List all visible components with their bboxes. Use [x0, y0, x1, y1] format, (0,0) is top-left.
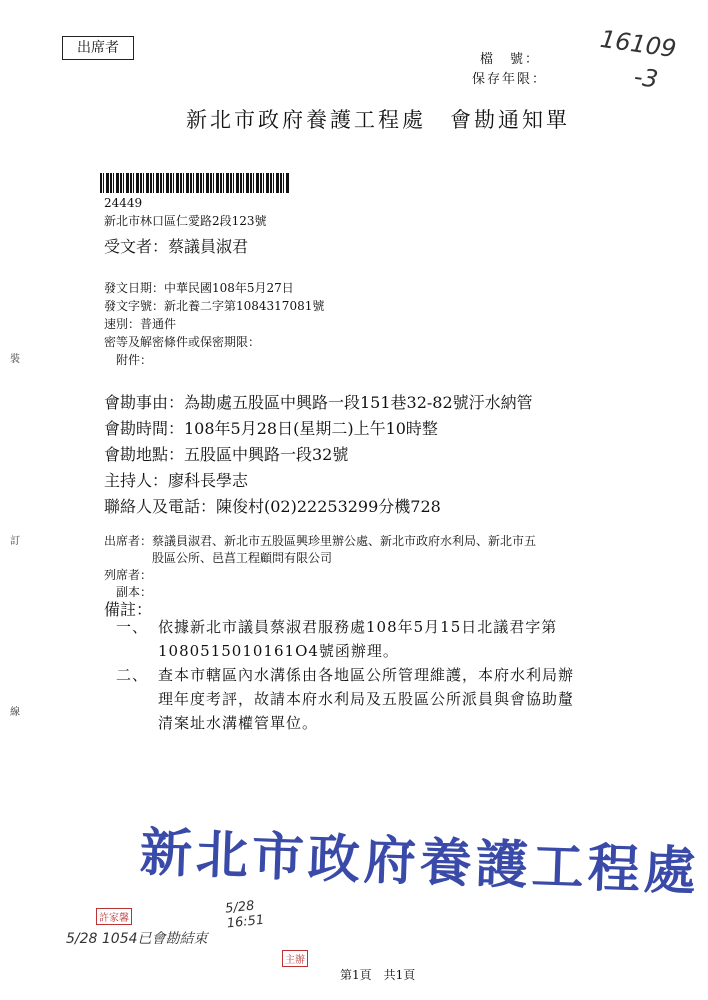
attendees-line-2: 股區公所、邑菖工程顧問有限公司: [152, 551, 333, 565]
handwritten-date: 5/28 16:51: [224, 898, 265, 932]
recipient: 受文者：蔡議員淑君: [104, 237, 249, 256]
handwritten-file-suffix: -3: [632, 62, 660, 94]
handwritten-completion-note: 5/28 1054已會勘結束: [66, 931, 208, 947]
note-1-number: 一、: [116, 618, 149, 636]
binding-mark-middle: 訂: [10, 536, 20, 547]
page-number: 第1頁 共1頁: [340, 968, 416, 982]
binding-mark-top: 裝: [10, 354, 20, 365]
survey-reason: 會勘事由：為勘處五股區中興路一段151巷32-82號汙水納管: [104, 393, 533, 412]
copies: 副本：: [116, 585, 153, 599]
survey-contact: 聯絡人及電話：陳俊村(02)22253299分機728: [104, 497, 441, 516]
notes-heading: 備註：: [104, 600, 153, 619]
survey-time: 會勘時間：108年5月28日(星期二)上午10時整: [104, 419, 438, 438]
binding-mark-bottom: 線: [10, 707, 20, 718]
survey-place: 會勘地點：五股區中興路一段32號: [104, 445, 349, 464]
document-title: 新北市政府養護工程處 會勘通知單: [186, 108, 570, 132]
note-1-line-2: 1080515010161O4號函辦理。: [158, 642, 399, 660]
barcode: [100, 173, 290, 193]
issue-date: 發文日期：中華民國108年5月27日: [104, 281, 294, 295]
note-2-line-3: 清案址水溝權管單位。: [158, 714, 319, 732]
official-seal: 新北市政府養護工程處: [138, 821, 701, 903]
note-2-line-2: 理年度考評，故請本府水利局及五股區公所派員與會協助釐: [158, 690, 575, 708]
attendees-line-1: 出席者：蔡議員淑君、新北市五股區興珍里辦公處、新北市政府水利局、新北市五: [104, 534, 537, 548]
issue-number: 發文字號：新北養二字第1084317081號: [104, 299, 325, 313]
attachment: 附件：: [116, 353, 153, 367]
note-2-line-1: 查本市轄區內水溝係由各地區公所管理維護，本府水利局辦: [158, 666, 575, 684]
observers: 列席者：: [104, 568, 153, 582]
zip-code: 24449: [104, 196, 143, 210]
note-2-number: 二、: [116, 666, 149, 684]
recipient-address: 新北市林口區仁愛路2段123號: [104, 214, 267, 228]
retention-label: 保存年限：: [472, 72, 548, 87]
file-number-label: 檔 號：: [480, 52, 541, 67]
handwritten-file-number: 16109: [598, 24, 678, 64]
personal-stamp: 許家馨: [96, 908, 132, 925]
secrecy-level: 密等及解密條件或保密期限：: [104, 335, 261, 349]
signature-stamp: 主辦: [282, 950, 308, 967]
survey-host: 主持人：廖科長學志: [104, 471, 249, 490]
note-1-line-1: 依據新北市議員蔡淑君服務處108年5月15日北議君字第: [158, 618, 558, 636]
attendee-tag: 出席者: [62, 36, 134, 60]
speed-class: 速別：普通件: [104, 317, 177, 331]
